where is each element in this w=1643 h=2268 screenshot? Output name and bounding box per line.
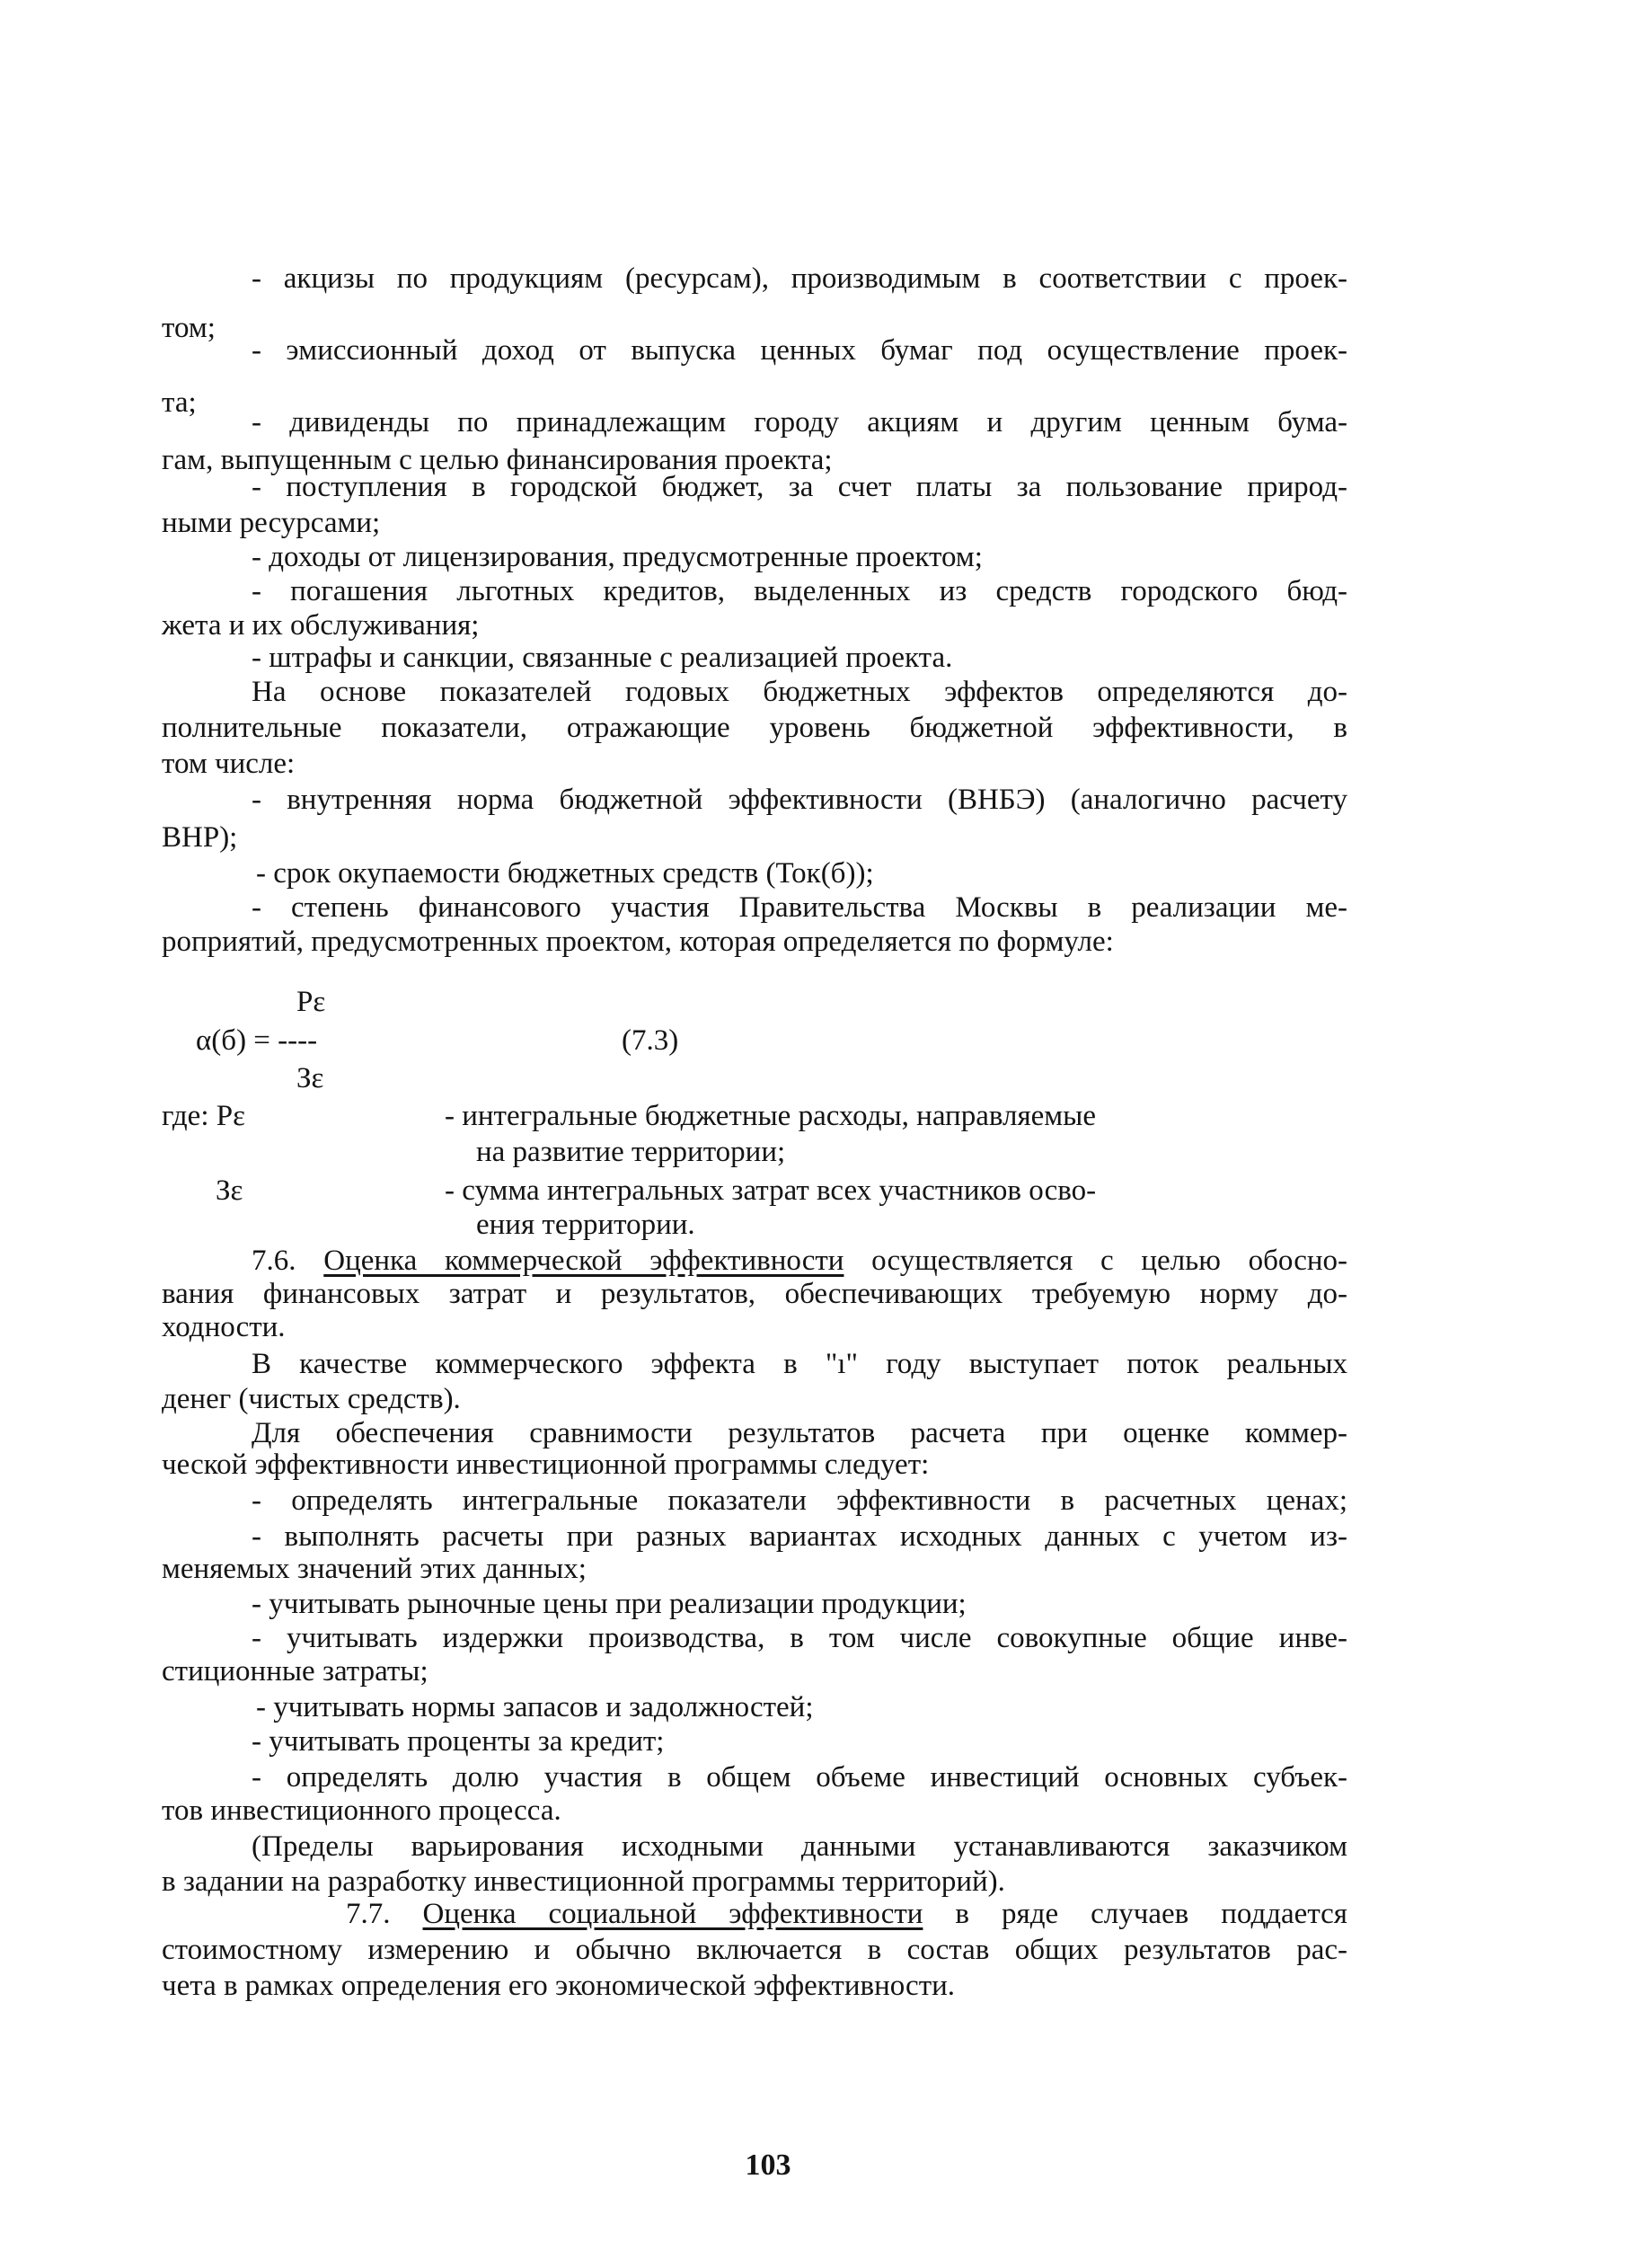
section-text: в ряде случаев поддается bbox=[923, 1898, 1347, 1930]
text-line: - учитывать проценты за кредит; bbox=[252, 1725, 665, 1758]
text-line: стиционные затраты; bbox=[162, 1655, 428, 1688]
text-line: - поступления в городской бюджет, за счет платы за пользование природ- bbox=[252, 471, 1347, 503]
text-line: том числе: bbox=[162, 748, 296, 780]
where-definition: ения территории. bbox=[476, 1209, 695, 1241]
section-number: 7.7. bbox=[346, 1898, 391, 1930]
formula-lhs: α(б) = ---- bbox=[196, 1024, 318, 1057]
section-number: 7.6. bbox=[252, 1245, 296, 1277]
where-label: Зε bbox=[216, 1174, 243, 1207]
text-line: ВНР); bbox=[162, 821, 238, 854]
text-line: том; bbox=[162, 312, 216, 344]
text-line: В качестве коммерческого эффекта в "ı" году выступает поток реальных bbox=[252, 1348, 1347, 1380]
text-line: чета в рамках определения его экономической эффективности. bbox=[162, 1970, 956, 2002]
text-line: гам, выпущенным с целью финансирования проекта; bbox=[162, 444, 833, 476]
text-line: денег (чистых средств). bbox=[162, 1383, 461, 1415]
section-7-6-heading bbox=[252, 1243, 1347, 1279]
text-line: жета и их обслуживания; bbox=[162, 609, 480, 642]
section-title: Оценка коммерческой эффективности bbox=[323, 1245, 844, 1277]
text-line: стоимостному измерению и обычно включается в состав общих результатов рас- bbox=[162, 1934, 1347, 1966]
where-definition: - сумма интегральных затрат всех участников осво- bbox=[445, 1174, 1097, 1207]
formula-number: (7.3) bbox=[622, 1024, 679, 1057]
text-line: - учитывать нормы запасов и задолжностей; bbox=[256, 1691, 814, 1723]
text-line: вания финансовых затрат и результатов, обеспечивающих требуемую норму до- bbox=[162, 1278, 1347, 1310]
text-line: На основе показателей годовых бюджетных эффектов определяются до- bbox=[252, 676, 1347, 708]
formula-numerator: Pε bbox=[296, 986, 326, 1018]
text-line: роприятий, предусмотренных проектом, которая определяется по формуле: bbox=[162, 926, 1114, 958]
where-definition: - интегральные бюджетные расходы, направляемые bbox=[445, 1100, 1097, 1132]
text-line: - выполнять расчеты при разных вариантах исходных данных с учетом из- bbox=[252, 1520, 1347, 1553]
text-line: - степень финансового участия Правительства Москвы в реализации ме- bbox=[252, 891, 1347, 924]
text-line: - срок окупаемости бюджетных средств (Ток(б)); bbox=[256, 857, 874, 890]
text-line: - определять интегральные показатели эффективности в расчетных ценах; bbox=[252, 1484, 1347, 1517]
page-number: 103 bbox=[745, 2148, 791, 2182]
text-line: меняемых значений этих данных; bbox=[162, 1553, 587, 1585]
where-label: где: Pε bbox=[162, 1100, 245, 1132]
formula-denominator: Зε bbox=[296, 1062, 324, 1094]
text-line: Для обеспечения сравнимости результатов расчета при оценке коммер- bbox=[252, 1417, 1347, 1449]
text-line: ческой эффективности инвестиционной программы следует: bbox=[162, 1449, 930, 1481]
text-line: (Пределы варьирования исходными данными устанавливаются заказчиком bbox=[252, 1830, 1347, 1863]
text-line: та; bbox=[162, 386, 197, 419]
text-line: - внутренняя норма бюджетной эффективности (ВНБЭ) (аналогично расчету bbox=[252, 784, 1347, 816]
text-line: - штрафы и санкции, связанные с реализацией проекта. bbox=[252, 642, 953, 674]
section-7-7-heading bbox=[346, 1896, 1347, 1932]
where-definition: на развитие территории; bbox=[476, 1136, 786, 1168]
text-line: тов инвестиционного процесса. bbox=[162, 1794, 561, 1827]
section-text: осуществляется с целью обосно- bbox=[844, 1245, 1348, 1277]
text-line: полнительные показатели, отражающие уровень бюджетной эффективности, в bbox=[162, 712, 1347, 744]
text-line: - учитывать издержки производства, в том числе совокупные общие инве- bbox=[252, 1622, 1347, 1654]
text-line: в задании на разработку инвестиционной программы территорий). bbox=[162, 1865, 1005, 1898]
text-line: ходности. bbox=[162, 1311, 286, 1343]
text-line: ными ресурсами; bbox=[162, 507, 381, 539]
text-line: - дивиденды по принадлежащим городу акциям и другим ценным бума- bbox=[252, 406, 1347, 439]
text-line: - определять долю участия в общем объеме инвестиций основных субъек- bbox=[252, 1761, 1347, 1794]
text-line: - акцизы по продукциям (ресурсам), производимым в соответствии с проек- bbox=[252, 262, 1347, 295]
text-line: - погашения льготных кредитов, выделенных из средств городского бюд- bbox=[252, 575, 1347, 607]
text-line: - эмиссионный доход от выпуска ценных бумаг под осуществление проек- bbox=[252, 334, 1347, 367]
section-title: Оценка социальной эффективности bbox=[422, 1898, 923, 1930]
text-line: - учитывать рыночные цены при реализации продукции; bbox=[252, 1588, 967, 1620]
text-line: - доходы от лицензирования, предусмотренные проектом; bbox=[252, 541, 983, 573]
